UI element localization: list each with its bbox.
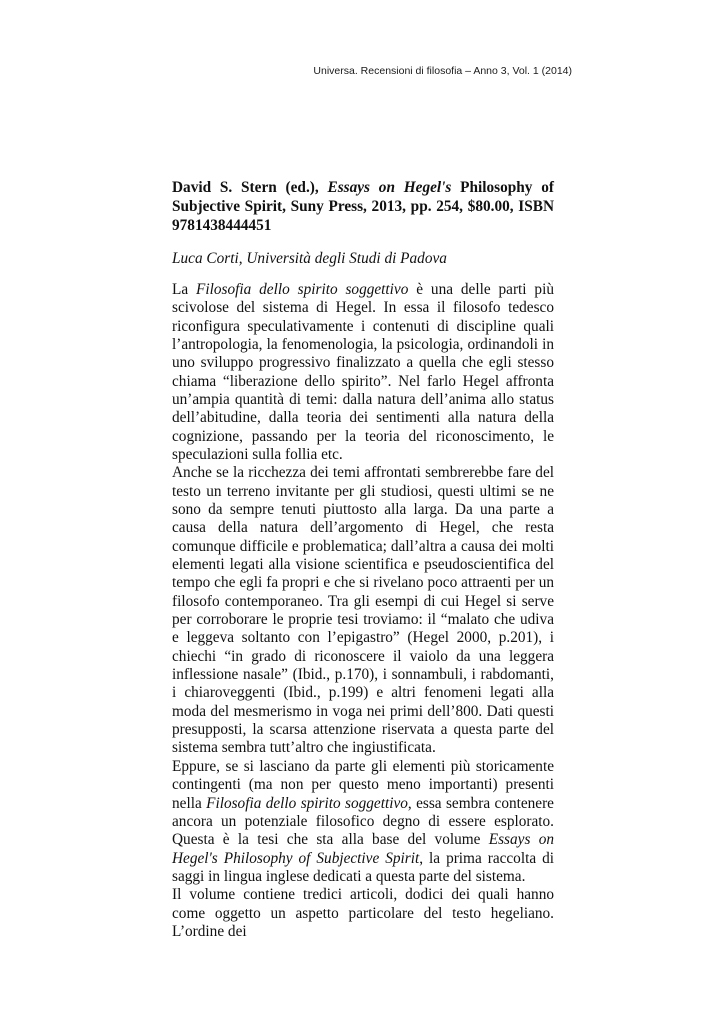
p1-italic-title: Filosofia dello spirito soggettivo (196, 280, 409, 298)
p1-text-b: è una delle parti più scivolose del sistema di Hegel. In essa il filosofo tedesco riconfigura speculativamente i contenuti di discipline quali l’antropologia, la fenomenologia, la psicologia, ordinandoli in uno sviluppo progressivo finalizzato a quella che egli stesso chiama “liberazione dello spirito”. Nel farlo Hegel affronta un’ampia quantità di temi: dalla natura dell’anima allo status dell’abitudine, dalla teoria dei sentimenti alla natura della cognizione, passando per la teoria del riconoscimento, le speculazioni sulla follia etc. (172, 280, 554, 463)
p3-italic-title: Filosofia dello spirito soggettivo (206, 794, 408, 812)
p1-text-a: La (172, 280, 197, 298)
reviewer-line: Luca Corti, Università degli Studi di Padova (172, 250, 447, 268)
p3-text-b: , essa sembra contenere ancora un potenziale filosofico degno di essere esplorato. Questa è la tesi che sta alla base del volume (172, 794, 554, 849)
p3-text-a: Eppure, se si lasciano da parte gli elementi più storicamente contingenti (ma non per questo meno importanti) presenti nella (172, 757, 554, 812)
running-head: Universa. Recensioni di filosofia – Anno 3, Vol. 1 (2014) (313, 65, 572, 77)
title-part-2: Philosophy of Subjective Spirit, Suny Press, 2013, pp. 254, $80.00, ISBN 9781438444451 (172, 179, 554, 234)
title-italic: Essays on Hegel's (327, 179, 452, 196)
p3-italic-book-title: Essays on Hegel's Philosophy of Subjective Spirit (172, 831, 555, 867)
paragraph-3 (172, 758, 554, 886)
p3-text-c: , la prima raccolta di saggi in lingua inglese dedicati a questa parte del sistema. (172, 849, 554, 885)
title-part-1: David S. Stern (ed.), (172, 179, 328, 196)
review-title (172, 179, 554, 235)
review-body (172, 281, 554, 941)
paragraph-4: Il volume contiene tredici articoli, dodici dei quali hanno come oggetto un aspetto particolare del testo hegeliano. L’ordine dei (172, 886, 554, 940)
paragraph-1 (172, 281, 554, 464)
review-column (172, 179, 554, 941)
paragraph-2: Anche se la ricchezza dei temi affrontati sembrerebbe fare del testo un terreno invitante per gli studiosi, questi ultimi se ne sono da sempre tenuti piuttosto alla larga. Da una parte a causa della natura dell’argomento di Hegel, che resta comunque difficile e problematica; dall’altra a causa dei molti elementi legati alla visione scientifica e pseudoscientifica del tempo che egli fa propri e che si rivelano poco attraenti per un filosofo contemporaneo. Tra gli esempi di cui Hegel si serve per corroborare le proprie tesi troviamo: il “malato che udiva e leggeva soltanto con l’epigastro” (Hegel 2000, p.201), i chiechi “in grado di riconoscere il vaiolo da una leggera inflessione nasale” (Ibid., p.170), i sonnambuli, i rabdomanti, i chiaroveggenti (Ibid., p.199) e altri fenomeni legati alla moda del mesmerismo in voga nei primi dell’800. Dati questi presupposti, la scarsa attenzione riservata a questa parte del sistema sembra tutt’altro che ingiustificata. (172, 464, 554, 757)
